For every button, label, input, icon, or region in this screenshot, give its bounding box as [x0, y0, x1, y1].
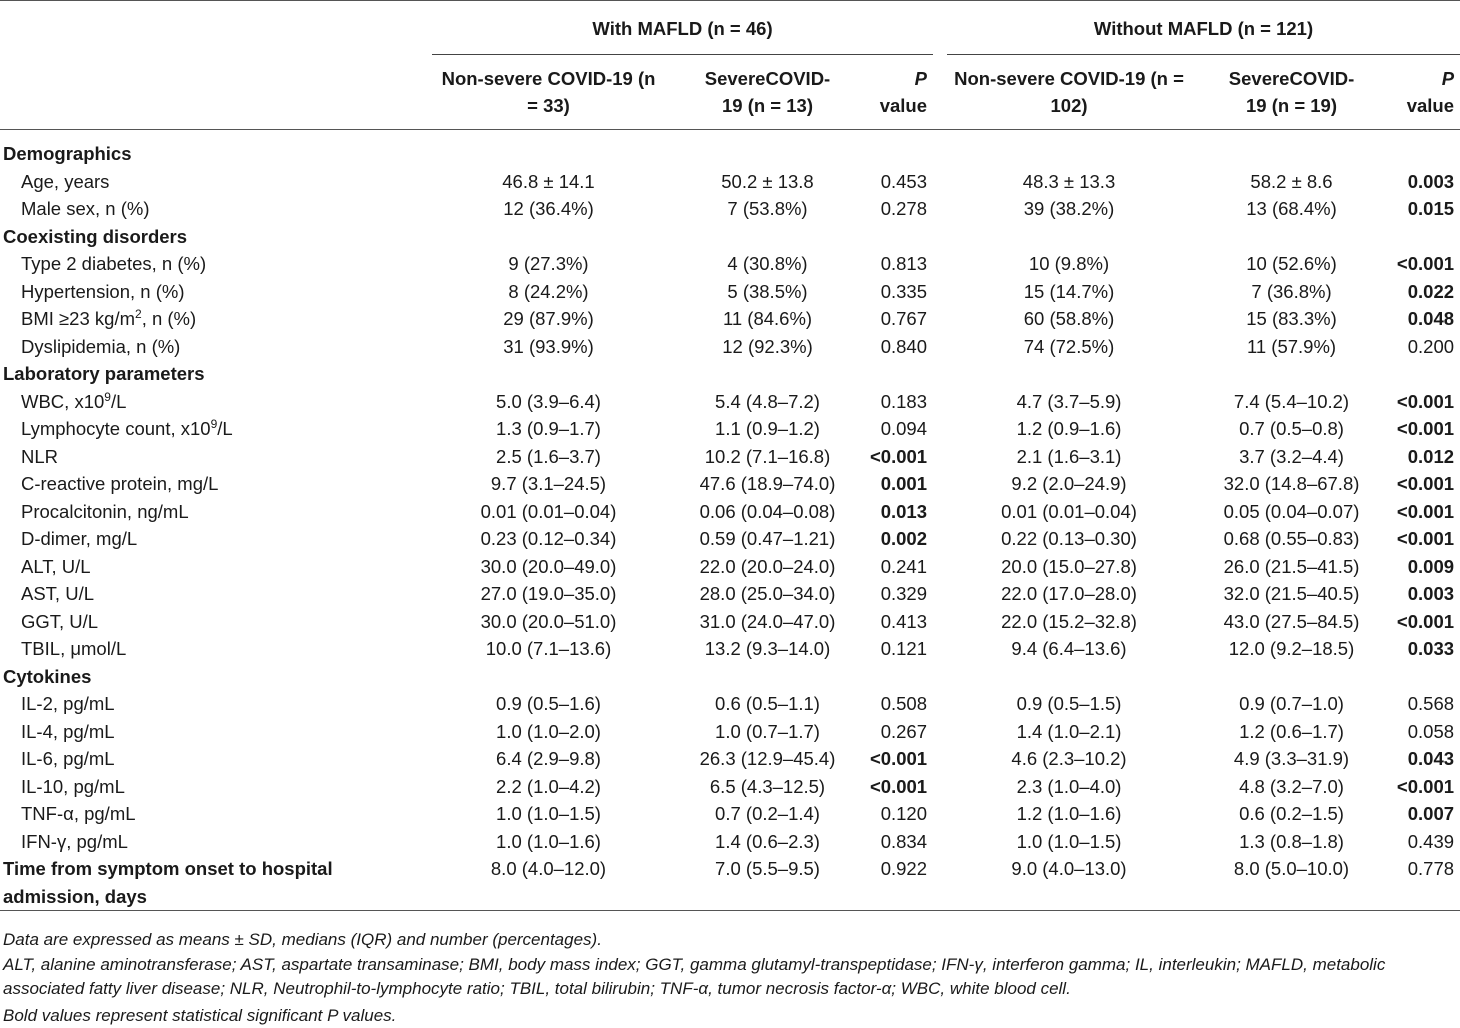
table-row: Hypertension, n (%) 8 (24.2%) 5 (38.5%) 0.335 15 (14.7%) 7 (36.8%) 0.022 — [21, 280, 1455, 302]
table-row: Type 2 diabetes, n (%) 9 (27.3%) 4 (30.8%) 0.813 10 (9.8%) 10 (52.6%) <0.001 — [21, 253, 1455, 274]
section-demographics: Demographics — [3, 143, 132, 164]
footnote-bold-values: Bold values represent statistical significant P values. — [3, 1006, 397, 1025]
table-row: IL-2, pg/mL 0.9 (0.5–1.6) 0.6 (0.5–1.1) 0.508 0.9 (0.5–1.5) 0.9 (0.7–1.0) 0.568 — [21, 693, 1455, 714]
table-row: NLR 2.5 (1.6–3.7) 10.2 (7.1–16.8) <0.001 2.1 (1.6–3.1) 3.7 (3.2–4.4) 0.012 — [21, 445, 1455, 467]
section-row — [0, 223, 1460, 251]
table-row: Dyslipidemia, n (%) 31 (93.9%) 12 (92.3%) 0.840 74 (72.5%) 11 (57.9%) 0.200 — [21, 335, 1455, 357]
table-row: AST, U/L 27.0 (19.0–35.0) 28.0 (25.0–34.0) 0.329 22.0 (17.0–28.0) 32.0 (21.5–40.5) 0.003 — [21, 583, 1455, 604]
section-row — [0, 663, 1460, 691]
table-row: Time from symptom onset to hospital admission, days 8.0 (4.0–12.0) 7.0 (5.5–9.5) 0.922 9.0 (4.0–13.0) 8.0 (5.0–10.0) 0.778 — [0, 855, 1460, 911]
table-row: Male sex, n (%) 12 (36.4%) 7 (53.8%) 0.278 39 (38.2%) 13 (68.4%) 0.015 — [21, 198, 1455, 219]
table-row: Age, years 46.8 ± 14.1 50.2 ± 13.8 0.453 48.3 ± 13.3 58.2 ± 8.6 0.003 — [21, 170, 1455, 192]
section-row — [0, 360, 1460, 388]
table-row: IFN-γ, pg/mL 1.0 (1.0–1.6) 1.4 (0.6–2.3) 0.834 1.0 (1.0–1.5) 1.3 (0.8–1.8) 0.439 — [21, 830, 1455, 852]
section-row — [0, 140, 1460, 168]
time-label: Time from symptom onset to hospital admission, days — [3, 858, 333, 907]
table-row: IL-6, pg/mL 6.4 (2.9–9.8) 26.3 (12.9–45.4) <0.001 4.6 (2.3–10.2) 4.9 (3.3–31.9) 0.043 — [21, 748, 1455, 769]
column-header-row — [0, 55, 1460, 130]
section-laboratory: Laboratory parameters — [3, 363, 205, 384]
header-blank — [0, 1, 432, 55]
table-row: BMI ≥23 $kg/m^2$, n (%) 29 (87.9%) 11 (84.6%) 0.767 60 (58.8%) 15 (83.3%) 0.048 — [21, 306, 1455, 329]
table-row: D-dimer, mg/L 0.23 (0.12–0.34) 0.59 (0.47–1.21) 0.002 0.22 (0.13–0.30) 0.68 (0.55–0.83) <0.001 — [21, 528, 1455, 549]
table-row: IL-10, pg/mL 2.2 (1.0–4.2) 6.5 (4.3–12.5) <0.001 2.3 (1.0–4.0) 4.8 (3.2–7.0) <0.001 — [21, 775, 1455, 797]
table-row: TNF-α, pg/mL 1.0 (1.0–1.5) 0.7 (0.2–1.4) 0.120 1.2 (1.0–1.6) 0.6 (0.2–1.5) 0.007 — [21, 803, 1455, 824]
col-header-g2-pvalue: P value — [1406, 67, 1455, 116]
col-header-g1-nonsevere: Non-severe COVID-19 (n = 33) — [441, 67, 656, 116]
group-header-with-mafld: With MAFLD (n = 46) — [432, 1, 933, 55]
section-cytokines: Cytokines — [3, 665, 92, 687]
table-row: IL-4, pg/mL 1.0 (1.0–2.0) 1.0 (0.7–1.7) 0.267 1.4 (1.0–2.1) 1.2 (0.6–1.7) 0.058 — [21, 720, 1455, 742]
table-row: ALT, U/L 30.0 (20.0–49.0) 22.0 (20.0–24.0) 0.241 20.0 (15.0–27.8) 26.0 (21.5–41.5) 0.009 — [21, 555, 1455, 577]
table-row: Procalcitonin, ng/mL 0.01 (0.01–0.04) 0.06 (0.04–0.08) 0.013 0.01 (0.01–0.04) 0.05 (0.04–0.07) <0.001 — [21, 500, 1455, 522]
col-header-g1-pvalue: P value — [879, 67, 928, 116]
col-header-g2-severe: SevereCOVID-19 (n = 19) — [1228, 67, 1355, 116]
table-row: TBIL, μmol/L 10.0 (7.1–13.6) 13.2 (9.3–14.0) 0.121 9.4 (6.4–13.6) 12.0 (9.2–18.5) 0.033 — [21, 638, 1455, 659]
table-row: Lymphocyte count, $x10^9/L$ 1.3 (0.9–1.7) 1.1 (0.9–1.2) 0.094 1.2 (0.9–1.6) 0.7 (0.5–0.8) <0.001 — [21, 416, 1455, 439]
group-header-without-mafld: Without MAFLD (n = 121) — [947, 1, 1460, 55]
section-coexisting: Coexisting disorders — [3, 225, 188, 247]
table-row: WBC, $x10^9/L$ 5.0 (3.9–6.4) 5.4 (4.8–7.2) 0.183 4.7 (3.7–5.9) 7.4 (5.4–10.2) <0.001 — [21, 389, 1455, 412]
table-row: C-reactive protein, mg/L 9.7 (3.1–24.5) 47.6 (18.9–74.0) 0.001 9.2 (2.0–24.9) 32.0 (14.8–67.8) <0.001 — [21, 473, 1455, 494]
group-header-row — [0, 1, 1460, 55]
col-header-g1-severe: SevereCOVID-19 (n = 13) — [704, 67, 831, 116]
table-row: GGT, U/L 30.0 (20.0–51.0) 31.0 (24.0–47.0) 0.413 22.0 (15.2–32.8) 43.0 (27.5–84.5) <0.001 — [21, 610, 1455, 632]
col-header-g2-nonsevere: Non-severe COVID-19 (n = 102) — [954, 67, 1184, 116]
footnote-data-expression: Data are expressed as means ± SD, medians (IQR) and number (percentages). — [3, 930, 602, 949]
footnote-abbreviations: ALT, alanine aminotransferase; AST, aspartate transaminase; BMI, body mass index; GGT, gamma glutamyl-transpeptidase; IFN-γ, interferon gamma; IL, interleukin; MAFLD, metabolic associated fatty liver disease; NLR, Neutrophil-to-lymphocyte ratio; TBIL, total bilirubin; TNF-α, tumor necrosis factor-α; WBC, white blood cell. — [3, 955, 1386, 998]
